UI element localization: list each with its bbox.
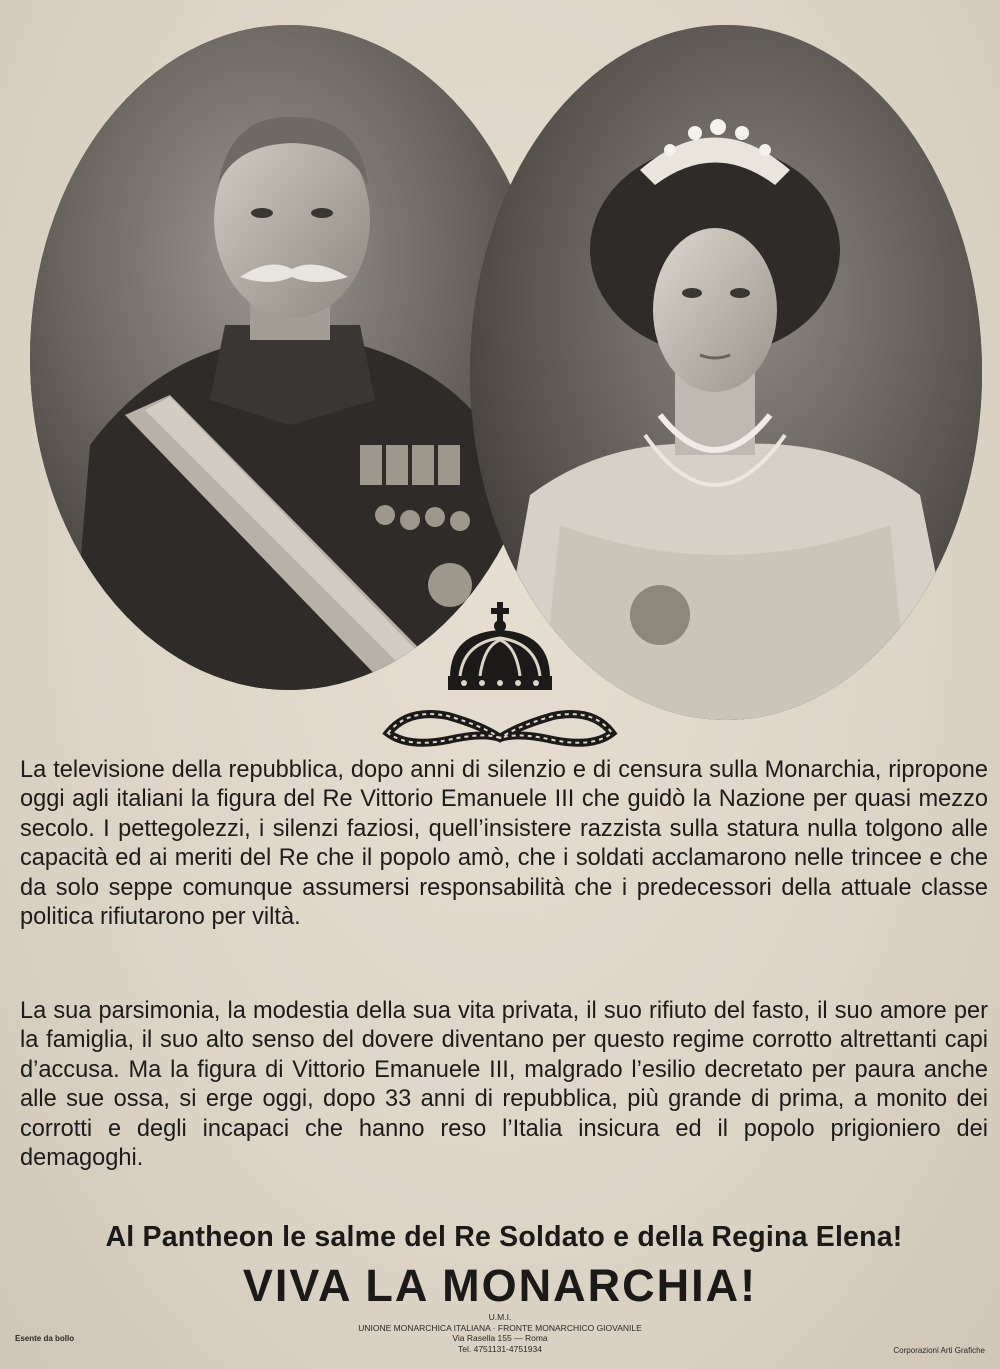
body-paragraph-1 — [20, 756, 988, 932]
body-text-1: La televisione della repubblica, dopo anni di silenzio e di censura sulla Monarchia, ripropone oggi agli italiani la figura del Re Vittorio Emanuele III che guidò la Nazione per quasi mezzo secolo. I pettegolezzi, i silenzi faziosi, quell’insistere razzista sulla statura nulla tolgono alle capacità ed ai meriti del Re che il popolo amò, che i soldati acclamarono nelle trincee e che da solo seppe comunque assumersi responsabilità che i predecessori della attuale classe politica rifiutarono per viltà. — [20, 757, 988, 931]
publisher-address: Via Rasella 155 — Roma — [452, 1333, 548, 1343]
crown-and-knot-icon — [368, 598, 632, 758]
tax-exempt-note: Esente da bollo — [15, 1334, 75, 1343]
publisher-info — [300, 1312, 700, 1354]
publisher-abbr: U.M.I. — [488, 1312, 512, 1322]
publisher-phone: Tel. 4751131-4751934 — [458, 1343, 542, 1354]
publisher-name: UNIONE MONARCHICA ITALIANA · FRONTE MONARCHICO GIOVANILE — [358, 1322, 642, 1333]
body-paragraph-2 — [20, 997, 988, 1173]
pantheon-slogan: Al Pantheon le salme del Re Soldato e della Regina Elena! — [105, 1221, 903, 1253]
main-headline: VIVA LA MONARCHIA! — [242, 1260, 758, 1311]
printer-credit: Corporazioni Arti Grafiche — [893, 1346, 985, 1355]
body-text-2: La sua parsimonia, la modestia della sua vita privata, il suo rifiuto del fasto, il suo amore per la famiglia, il suo alto senso del dovere diventano per questo regime corrotto altrettanti capi d’accusa. Ma la figura di Vittorio Emanuele III, malgrado l’esilio decretato per paura anche alle sue ossa, si erge oggi, dopo 33 anni di repubblica, più grande di prima, a monito dei corrotti e degli incapaci che hanno reso l’Italia insicura ed il popolo prigioniero dei demagoghi. — [20, 998, 988, 1172]
